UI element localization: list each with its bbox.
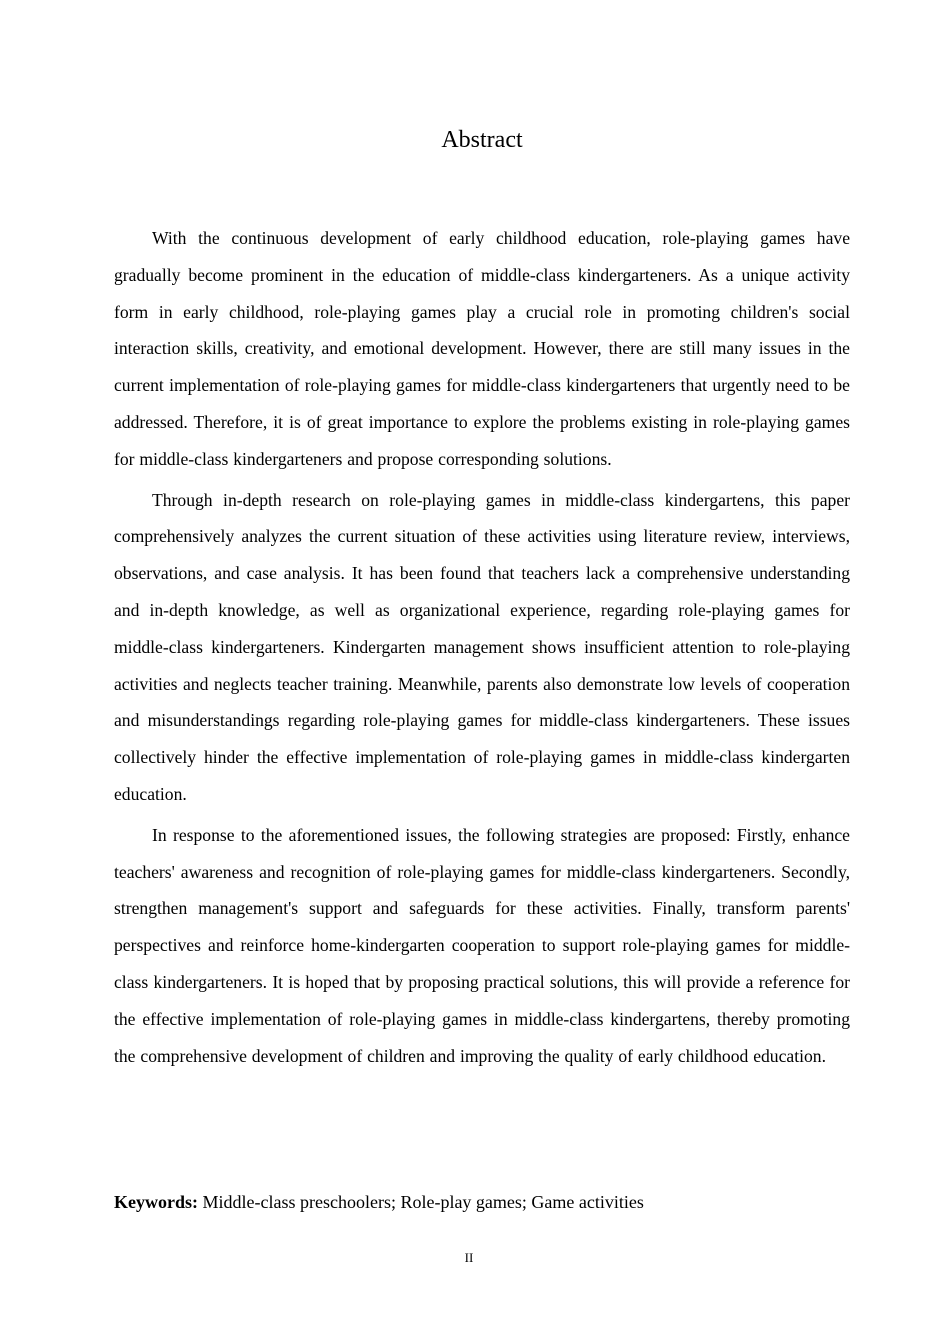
keywords-text: Middle-class preschoolers; Role-play games; Game activities <box>202 1192 644 1212</box>
abstract-title: Abstract <box>441 127 523 153</box>
abstract-paragraph-1: With the continuous development of early childhood education, role-playing games have gradually become prominent in the education of middle-class kindergarteners. As a unique activity form in early childhood, role-playing games play a crucial role in promoting children's social interaction skills, creativity, and emotional development. However, there are still many issues in the current implementation of role-playing games for middle-class kindergarteners that urgently need to be addressed. Therefore, it is of great importance to explore the problems existing in role-playing games for middle-class kindergarteners and propose corresponding solutions. <box>114 228 850 469</box>
keywords-label: Keywords: <box>114 1192 198 1212</box>
page-number: II <box>464 1250 474 1265</box>
abstract-paragraph-3: In response to the aforementioned issues, the following strategies are proposed: Firstly, enhance teachers' awareness and recognition of role-playing games for middle-class kindergarteners. Secondly, strengthen management's support and safeguards for these activities. Finally, transform parents' perspectives and reinforce home-kindergarten cooperation to support role-playing games for middle-class kindergarteners. It is hoped that by proposing practical solutions, this will provide a reference for the effective implementation of role-playing games in middle-class kindergartens, thereby promoting the comprehensive development of children and improving the quality of early childhood education. <box>114 824 850 1066</box>
abstract-paragraph-2: Through in-depth research on role-playing games in middle-class kindergartens, this paper comprehensively analyzes the current situation of these activities using literature review, interviews, observations, and case analysis. It has been found that teachers lack a comprehensive understanding and in-depth knowledge, as well as organizational experience, regarding role-playing games for middle-class kindergarteners. Kindergarten management shows insufficient attention to role-playing activities and neglects teacher training. Meanwhile, parents also demonstrate low levels of cooperation and misunderstandings regarding role-playing games for middle-class kindergarteners. These issues collectively hinder the effective implementation of role-playing games in middle-class kindergarten education. <box>114 489 850 804</box>
abstract-body <box>114 220 850 1078</box>
keywords-line <box>114 1187 850 1217</box>
